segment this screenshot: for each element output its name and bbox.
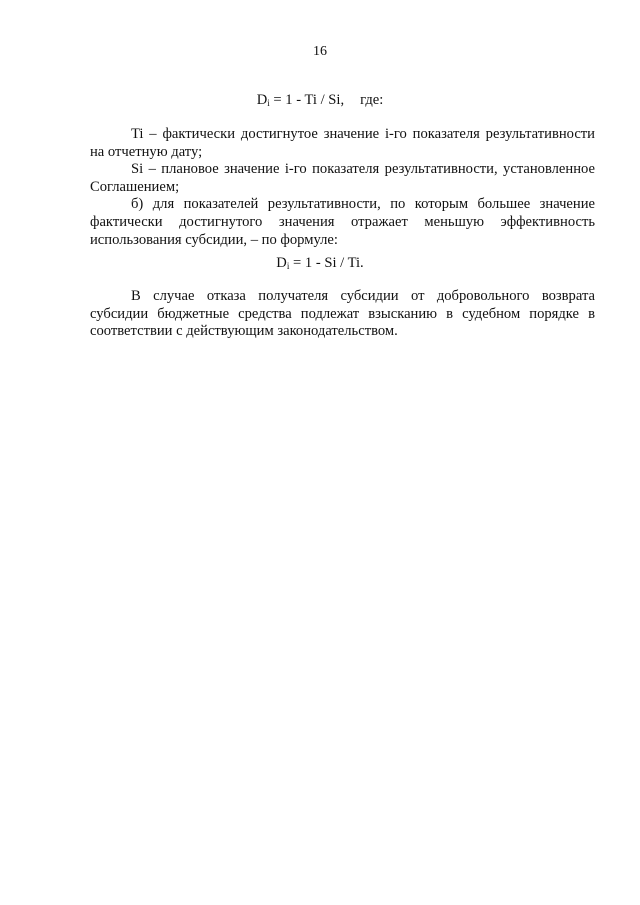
formula-di-ti-si bbox=[0, 91, 640, 112]
formula-rhs: = 1 - Si / Ti. bbox=[289, 255, 364, 271]
formula-lhs: D bbox=[256, 92, 268, 108]
paragraph-refusal: В случае отказа получателя субсидии от добровольного возврата субсидии бюджетные средства подлежат взысканию в судебном порядке в соответствии с действующим законодательством. bbox=[90, 288, 595, 340]
definition-ti: Ti – фактически достигнутое значение i-го показателя результативности на отчетную дату; bbox=[90, 126, 595, 160]
formula-subscript: i bbox=[267, 98, 270, 108]
refusal-block bbox=[90, 288, 595, 341]
formula-subscript: i bbox=[286, 261, 290, 271]
page-number: 16 bbox=[313, 44, 327, 59]
formula-lhs: D bbox=[276, 255, 287, 271]
formula-where-label: где: bbox=[360, 92, 384, 108]
formula-rhs: = 1 - Ti / Si, bbox=[269, 92, 345, 108]
definition-si: Si – плановое значение i-го показателя результативности, установленное Соглашением; bbox=[90, 161, 595, 195]
definitions-block bbox=[90, 126, 595, 249]
paragraph-b: б) для показателей результативности, по которым большее значение фактически достигнутого значения отражает меньшую эффективность использования субсидии, – по формуле: bbox=[90, 196, 595, 248]
formula-di-si-ti bbox=[0, 254, 640, 275]
